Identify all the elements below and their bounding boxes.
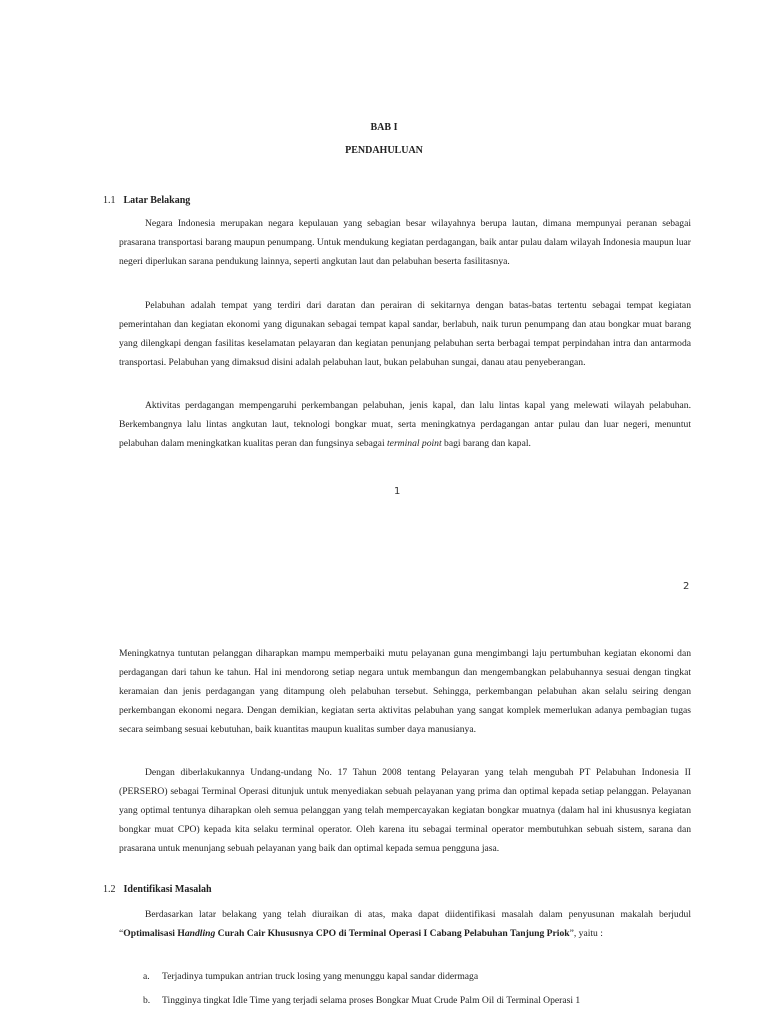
- paragraph-text: Berdasarkan latar belakang yang telah diuraikan di atas, maka dapat diidentifikasi masalah dalam penyusunan makalah berjudul “: [119, 909, 691, 939]
- list-item: [143, 995, 580, 1006]
- section-heading-1-1: [103, 195, 190, 206]
- paragraph-page2-1: Meningkatnya tuntutan pelanggan diharapkan mampu memperbaiki mutu pelayanan guna mengimbangi laju pertumbuhan kegiatan ekonomi dan perdagangan dari tahun ke tahun. Hal ini mendorong setiap negara untuk membangun dan mengembangkan pelabuhannya sesuai dengan tingkat keramaian dan jenis perdagangan yang ditampung oleh pelabuhan tersebut. Sehingga, perkembangan pelabuhan akan selalu seiring dengan perkembangan ekonomi negara. Dengan demikian, kegiatan serta aktivitas pelabuhan yang sangat komplek memerlukan adanya pembagian tugas secara seimbang sesuai kebutuhan, baik kuantitas maupun kualitas sumber daya manusianya.: [119, 648, 691, 735]
- paragraph-text: bagi barang dan kapal.: [441, 438, 531, 449]
- section-title: Identifikasi Masalah: [123, 884, 212, 895]
- chapter-title: PENDAHULUAN: [345, 145, 423, 156]
- paragraph-text: ”, yaitu :: [569, 928, 603, 939]
- list-item-text: Terjadinya tumpukan antrian truck losing yang menunggu kapal sandar didermaga: [162, 971, 479, 982]
- list-item-text: Tingginya tingkat Idle Time yang terjadi selama proses Bongkar Muat Crude Palm Oil di Terminal Operasi 1: [162, 995, 581, 1006]
- paragraph-identifikasi: [119, 905, 691, 943]
- bold-italic-title-part: andling: [184, 928, 216, 939]
- page-number-2: 2: [683, 581, 690, 592]
- section-number: 1.1: [103, 195, 116, 206]
- section-title: Latar Belakang: [123, 195, 191, 206]
- paragraph-latar-belakang-2: Pelabuhan adalah tempat yang terdiri dari daratan dan perairan di sekitarnya dengan batas-batas tertentu sebagai tempat kegiatan pemerintahan dan kegiatan ekonomi yang digunakan sebagai tempat kapal sandar, berlabuh, naik turun penumpang dan atau bongkar muat barang yang dilengkapi dengan fasilitas keselamatan pelayaran dan kegiatan penunjang pelabuhan serta berbagai tempat perpindahan intra dan antarmoda transportasi. Pelabuhan yang dimaksud disini adalah pelabuhan laut, bukan pelabuhan sungai, danau atau penyeberangan.: [119, 300, 691, 368]
- bold-title-part: Curah Cair Khususnya CPO di Terminal Operasi I Cabang Pelabuhan Tanjung Priok: [215, 928, 570, 939]
- section-heading-1-2: [103, 884, 212, 895]
- bold-title-part: Optimalisasi H: [123, 928, 185, 939]
- paragraph-latar-belakang-3: [119, 396, 691, 453]
- chapter-number: BAB I: [370, 122, 398, 133]
- list-marker: a.: [143, 971, 150, 982]
- list-marker: b.: [143, 995, 151, 1006]
- paragraph-latar-belakang-1: Negara Indonesia merupakan negara kepulauan yang sebagian besar wilayahnya berupa lautan, dimana mempunyai peranan sebagai prasarana transportasi barang maupun penumpang. Untuk mendukung kegiatan perdagangan, baik antar pulau dalam wilayah Indonesia maupun luar negeri diperlukan sarana pendukung lainnya, seperti angkutan laut dan pelabuhan beserta fasilitasnya.: [119, 218, 691, 267]
- italic-term: terminal point: [387, 438, 442, 449]
- paragraph-page2-2: Dengan diberlakukannya Undang-undang No. 17 Tahun 2008 tentang Pelayaran yang telah mengubah PT Pelabuhan Indonesia II (PERSERO) sebagai Terminal Operasi ditunjuk untuk menyediakan sebuah pelayanan yang prima dan optimal kepada setiap pelanggan. Pelayanan yang optimal tentunya diharapkan oleh semua pelanggan yang telah mempercayakan kegiatan bongkar muatnya (dalam hal ini khususnya kegiatan bongkar muat CPO) kepada kita selaku terminal operator. Oleh karena itu sebagai terminal operator membutuhkan sebuah sistem, sarana dan prasarana untuk menunjang sebuah pelayanan yang baik dan optimal kepada semua pengguna jasa.: [119, 767, 691, 854]
- section-number: 1.2: [103, 884, 116, 895]
- list-item: [143, 971, 478, 982]
- page-number-1: 1: [394, 486, 401, 497]
- paragraph-text: Aktivitas perdagangan mempengaruhi perkembangan pelabuhan, jenis kapal, dan lalu lintas kapal yang melewati wilayah pelabuhan. Berkembangnya lalu lintas angkutan laut, teknologi bongkar muat, serta meningkatnya perdagangan antar pulau dan luar negeri, menuntut pelabuhan dalam meningkatkan kualitas peran dan fungsinya sebagai: [119, 400, 691, 449]
